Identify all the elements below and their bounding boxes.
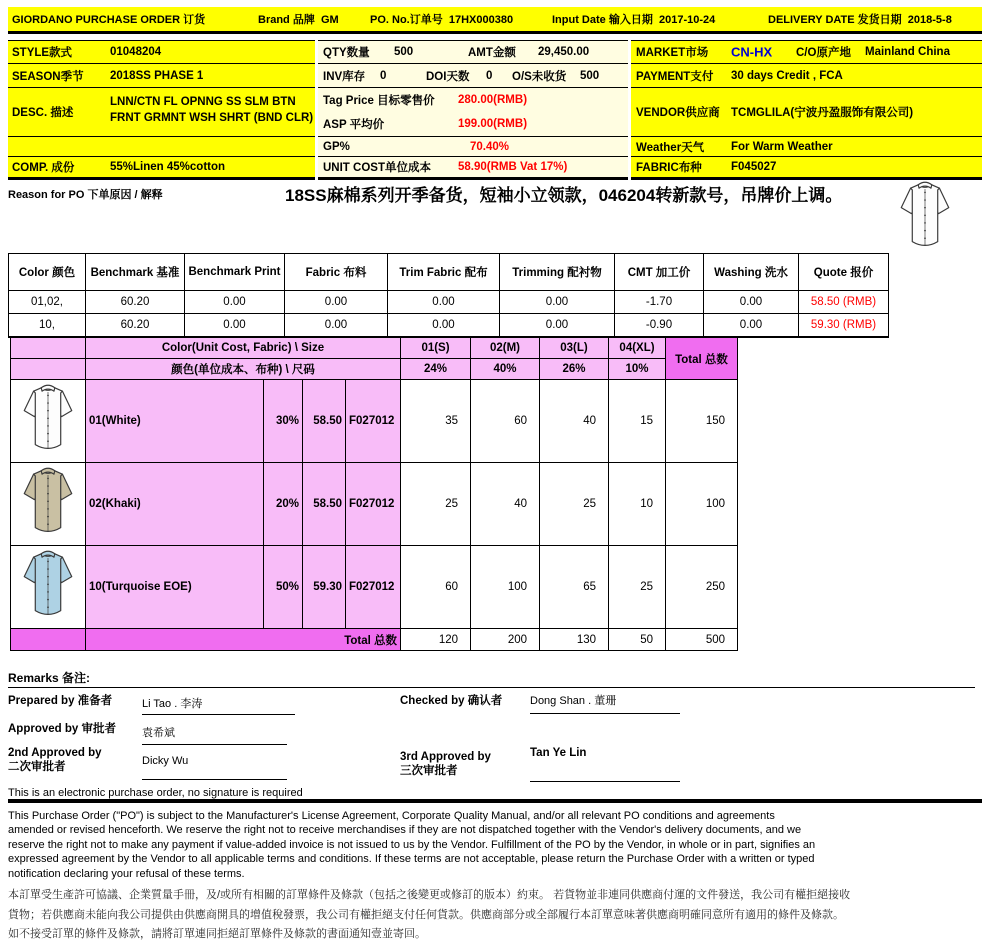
info-group-middle — [318, 40, 628, 180]
approved-by-label: Approved by 审批者 — [8, 723, 116, 735]
approved-by-value: 袁希斌 — [142, 724, 287, 745]
prepared-by-label: Prepared by 准备者 — [8, 695, 113, 707]
cost-header-fabric: Fabric 布料 — [285, 254, 388, 291]
color-pct: 50% — [264, 546, 303, 629]
total-column-header: Total 总数 — [666, 338, 738, 380]
market-value: CN-HX — [731, 44, 773, 60]
cost-header-washing: Washing 洗水 — [704, 254, 799, 291]
unit-cost-label: UNIT COST单位成本 — [323, 162, 431, 174]
size-pct-l: 26% — [540, 359, 609, 380]
color-fabric: F027012 — [346, 380, 401, 463]
third-approved-by-label: 3rd Approved by 三次审批者 — [400, 751, 491, 777]
description-label: DESC. 描述 — [12, 107, 74, 119]
co-label: C/O原产地 — [796, 47, 851, 59]
shirt-sketch-icon — [893, 178, 957, 256]
color-unit-cost: 58.50 — [303, 380, 346, 463]
qty-l: 65 — [540, 546, 609, 629]
input-date-field — [552, 11, 715, 27]
reason-label: Reason for PO 下单原因 / 解释 — [8, 189, 163, 201]
gp-value: 70.40% — [470, 140, 510, 153]
size-header-row-top — [11, 338, 738, 359]
total-row-label: Total 总数 — [86, 629, 401, 651]
shirt-image-cell — [11, 546, 86, 629]
color-fabric: F027012 — [346, 546, 401, 629]
qty-label: QTY数量 — [323, 47, 370, 59]
tag-price-value: 280.00(RMB) — [458, 94, 528, 106]
weather-row — [631, 137, 982, 157]
style-label: STYLE款式 — [12, 47, 73, 59]
gp-label: GP% — [323, 140, 350, 153]
cost-table-header-row — [9, 254, 889, 291]
second-approved-by-label: 2nd Approved by 二次审批者 — [8, 747, 102, 773]
weather-label: Weather天气 — [636, 141, 705, 154]
info-group-left — [8, 40, 315, 180]
color-row-white — [11, 380, 738, 463]
unit-cost-row — [318, 157, 628, 180]
cost-cell: 0.00 — [500, 291, 615, 314]
size-pct-s: 24% — [401, 359, 471, 380]
qty-value: 500 — [394, 46, 414, 58]
asp-line — [318, 112, 628, 136]
shirt-image-cell — [11, 463, 86, 546]
color-fabric: F027012 — [346, 463, 401, 546]
row-total: 100 — [666, 463, 738, 546]
description-value: LNN/CTN FL OPNNG SS SLM BTN FRNT GRMNT WSH SHRT (BND CLR) — [110, 96, 314, 124]
total-row-spacer — [11, 629, 86, 651]
total-qty-s: 120 — [401, 629, 471, 651]
grand-total: 500 — [666, 629, 738, 651]
white-shirt-icon — [17, 381, 79, 459]
inv-label: INV库存 — [323, 70, 366, 83]
terms-english: This Purchase Order ("PO") is subject to the Manufacturer's License Agreement, Corporate Quality Manual, and/or all relevant PO conditions and agreements amended or revised henceforth. We reserve the right not to receive merchandises if they are not dispatched together with the Vendor's delivery documents, and we reserve the right not to make any payment if value-added invoice is not issued to us by the Vendor. Fulfillment of the PO by the Vendor, in whole or in part, signifies an expressed agreement by the Vendor to all applicable terms and conditions. If these terms are not acceptable, please return the Purchase Order with a written or typed notification declaring your refusal of these terms. — [8, 810, 816, 880]
qty-xl: 25 — [609, 546, 666, 629]
payment-row — [631, 64, 982, 88]
cost-table-row — [9, 291, 889, 314]
checked-by-label: Checked by 确认者 — [400, 695, 503, 707]
tag-price-label: Tag Price 目标零售价 — [323, 95, 435, 107]
payment-value: 30 days Credit , FCA — [731, 69, 843, 82]
style-value: 01048204 — [110, 46, 162, 58]
remarks-title: Remarks 备注: — [8, 671, 91, 685]
color-name: 01(White) — [86, 380, 264, 463]
fabric-row — [631, 157, 982, 180]
color-name: 10(Turquoise EOE) — [86, 546, 264, 629]
cost-cell: -0.90 — [615, 314, 704, 338]
price-row — [318, 88, 628, 137]
po-number-field — [370, 11, 513, 27]
cost-header-trimming: Trimming 配衬物 — [500, 254, 615, 291]
payment-label: PAYMENT支付 — [636, 70, 714, 83]
os-value: 500 — [580, 69, 600, 82]
cost-cell: 0.00 — [704, 291, 799, 314]
size-header-l: 03(L) — [540, 338, 609, 359]
market-row — [631, 41, 982, 64]
total-qty-xl: 50 — [609, 629, 666, 651]
cost-cell: 0.00 — [704, 314, 799, 338]
third-approved-by-value: Tan Ye Lin — [530, 747, 680, 782]
season-row — [8, 64, 315, 88]
qty-s: 60 — [401, 546, 471, 629]
cost-cell: 10, — [9, 314, 86, 338]
corner-cell — [11, 359, 86, 380]
size-header-title-cn: 颜色(单位成本、布种) \ 尺码 — [86, 359, 401, 380]
spacer-row — [8, 137, 315, 157]
size-total-row — [11, 629, 738, 651]
cost-table — [8, 253, 889, 338]
cost-cell: 0.00 — [185, 291, 285, 314]
qty-xl: 15 — [609, 380, 666, 463]
doi-value: 0 — [486, 69, 493, 82]
size-breakdown-table — [10, 337, 738, 651]
po-value: 17HX000380 — [448, 14, 514, 26]
unit-cost-value: 58.90(RMB Vat 17%) — [458, 161, 568, 173]
asp-label: ASP 平均价 — [323, 119, 385, 131]
shirt-image-cell — [11, 380, 86, 463]
gp-row — [318, 137, 628, 157]
color-unit-cost: 58.50 — [303, 463, 346, 546]
checked-by-value: Dong Shan . 董珊 — [530, 692, 680, 714]
tag-price-line — [318, 88, 628, 112]
total-qty-l: 130 — [540, 629, 609, 651]
qty-s: 35 — [401, 380, 471, 463]
qty-xl: 10 — [609, 463, 666, 546]
size-header-s: 01(S) — [401, 338, 471, 359]
color-row-khaki — [11, 463, 738, 546]
cost-header-trim-fabric: Trim Fabric 配布 — [388, 254, 500, 291]
cost-table-row — [9, 314, 889, 338]
terms-chinese: 本訂單受生產許可協議、企業質量手冊，及/或所有相關的訂單條件及條款（包括之後變更或修訂的版本）約束。 若貨物並非連同供應商付運的文件發送，我公司有權拒絕接收貨物；若供應商未能向我公司提供由供應商開具的增值稅發票，我公司有權拒絕支付任何貨款。供應商部分或全部履行本訂單意味著供應商明確同意所有適用的條件及條款。如不接受訂單的條件及條款，請將訂單連同拒絕訂單條件及條款的書面通知壹並寄回。 — [8, 889, 851, 940]
cost-cell: 01,02, — [9, 291, 86, 314]
amt-label: AMT金额 — [468, 47, 516, 59]
size-header-xl: 04(XL) — [609, 338, 666, 359]
header-divider — [8, 31, 982, 34]
cost-header-quote: Quote 报价 — [799, 254, 889, 291]
composition-label: COMP. 成份 — [12, 162, 75, 174]
brand-label: Brand 品牌 — [258, 14, 315, 26]
cost-header-benchmark: Benchmark 基准 — [86, 254, 185, 291]
size-header-title-en: Color(Unit Cost, Fabric) \ Size — [86, 338, 401, 359]
terms-divider — [8, 799, 982, 803]
composition-row — [8, 157, 315, 180]
cost-header-benchmark-print: Benchmark Print — [185, 254, 285, 291]
delivery-date-field — [768, 11, 952, 27]
cost-cell: -1.70 — [615, 291, 704, 314]
size-header-row-bottom — [11, 359, 738, 380]
color-unit-cost: 59.30 — [303, 546, 346, 629]
vendor-row — [631, 88, 982, 137]
qty-s: 25 — [401, 463, 471, 546]
po-label: PO. No.订单号 — [370, 14, 443, 26]
brand-field — [258, 11, 339, 27]
size-pct-m: 40% — [471, 359, 540, 380]
composition-value: 55%Linen 45%cotton — [110, 161, 226, 173]
color-pct: 30% — [264, 380, 303, 463]
cost-cell: 0.00 — [388, 314, 500, 338]
brand-value: GM — [320, 14, 339, 26]
cost-cell: 60.20 — [86, 314, 185, 338]
cost-cell: 0.00 — [285, 291, 388, 314]
input-date-label: Input Date 输入日期 — [552, 14, 653, 26]
prepared-by-value: Li Tao . 李涛 — [142, 695, 295, 715]
market-label: MARKET市场 — [636, 47, 709, 59]
weather-value: For Warm Weather — [731, 140, 833, 153]
color-pct: 20% — [264, 463, 303, 546]
quote-cell: 58.50 (RMB) — [799, 291, 889, 314]
qty-m: 100 — [471, 546, 540, 629]
row-total: 250 — [666, 546, 738, 629]
cost-cell: 0.00 — [388, 291, 500, 314]
electronic-po-note: This is an electronic purchase order, no signature is required — [8, 787, 303, 799]
row-total: 150 — [666, 380, 738, 463]
color-row-turquoise — [11, 546, 738, 629]
qty-l: 40 — [540, 380, 609, 463]
cost-cell: 0.00 — [185, 314, 285, 338]
qty-l: 25 — [540, 463, 609, 546]
corner-cell — [11, 338, 86, 359]
co-value: Mainland China — [865, 46, 950, 58]
qty-m: 60 — [471, 380, 540, 463]
os-label: O/S未收货 — [512, 70, 567, 83]
qty-amt-row — [318, 41, 628, 64]
reason-text: 18SS麻棉系列开季备货，短袖小立领款，046204转新款号，吊牌价上调。 — [285, 186, 843, 205]
vendor-value: TCMGLILA(宁波丹盈服饰有限公司) — [731, 107, 914, 119]
qty-m: 40 — [471, 463, 540, 546]
info-group-right — [631, 40, 982, 180]
cost-header-color: Color 颜色 — [9, 254, 86, 291]
season-label: SEASON季节 — [12, 70, 84, 83]
vendor-label: VENDOR供应商 — [636, 107, 720, 119]
document-header-bar — [8, 7, 982, 31]
fabric-label: FABRIC布种 — [636, 162, 702, 174]
delivery-date-value: 2018-5-8 — [907, 14, 952, 26]
doi-label: DOI天数 — [426, 70, 470, 83]
fabric-value: F045027 — [731, 161, 777, 173]
total-qty-m: 200 — [471, 629, 540, 651]
remarks-divider — [8, 687, 975, 688]
size-header-m: 02(M) — [471, 338, 540, 359]
cost-cell: 0.00 — [500, 314, 615, 338]
input-date-value: 2017-10-24 — [658, 14, 716, 26]
color-name: 02(Khaki) — [86, 463, 264, 546]
quote-cell: 59.30 (RMB) — [799, 314, 889, 338]
inv-value: 0 — [380, 69, 387, 82]
cost-cell: 0.00 — [285, 314, 388, 338]
khaki-shirt-icon — [17, 464, 79, 542]
cost-header-cmt: CMT 加工价 — [615, 254, 704, 291]
style-row — [8, 41, 315, 64]
season-value: 2018SS PHASE 1 — [110, 69, 204, 82]
second-approved-by-value: Dicky Wu — [142, 755, 287, 780]
inventory-row — [318, 64, 628, 88]
turquoise-shirt-icon — [17, 547, 79, 625]
amt-value: 29,450.00 — [538, 46, 590, 58]
page-title: GIORDANO PURCHASE ORDER 订货 — [12, 14, 206, 26]
description-row — [8, 88, 315, 137]
cost-cell: 60.20 — [86, 291, 185, 314]
size-pct-xl: 10% — [609, 359, 666, 380]
asp-value: 199.00(RMB) — [458, 118, 528, 130]
delivery-date-label: DELIVERY DATE 发货日期 — [768, 14, 902, 26]
